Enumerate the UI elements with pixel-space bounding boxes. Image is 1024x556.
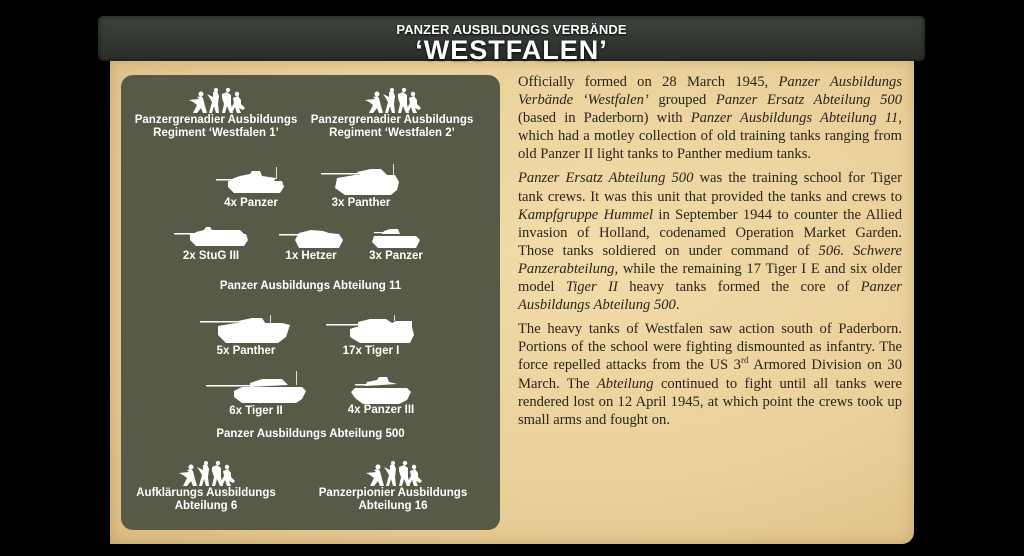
panzer-iii-icon bbox=[326, 376, 436, 404]
infantry-squad-icon bbox=[307, 461, 479, 487]
unit-label: 6x Tiger II bbox=[229, 405, 283, 417]
stug-iii-icon bbox=[161, 224, 261, 250]
unit-5x-panther bbox=[191, 315, 301, 358]
unit-label: Regiment ‘Westfalen 2’ bbox=[329, 127, 455, 139]
unit-panzerpionier-16 bbox=[307, 461, 479, 513]
unit-label: 1x Hetzer bbox=[285, 250, 337, 262]
unit-label: Panzergrenadier Ausbildungs bbox=[310, 114, 474, 126]
unit-westfalen-2 bbox=[307, 88, 477, 140]
panzer-ii-icon bbox=[353, 228, 439, 250]
banner-subtitle: PANZER AUSBILDUNGS VERBÄNDE bbox=[396, 22, 627, 37]
unit-6x-tiger-ii bbox=[201, 371, 311, 418]
tiger-ii-icon bbox=[201, 371, 311, 405]
unit-17x-tiger-i bbox=[311, 315, 431, 358]
infantry-squad-icon bbox=[307, 88, 477, 114]
tiger-i-icon bbox=[311, 315, 431, 345]
unit-1x-hetzer bbox=[261, 228, 361, 263]
group-title-abteilung-500: Panzer Ausbildungs Abteilung 500 bbox=[216, 428, 405, 440]
infantry-squad-icon bbox=[131, 88, 301, 114]
unit-label: Abteilung 6 bbox=[174, 500, 238, 512]
hetzer-icon bbox=[261, 228, 361, 250]
unit-westfalen-1 bbox=[131, 88, 301, 140]
unit-label: Aufklärungs Ausbildungs bbox=[136, 487, 276, 499]
unit-3x-panther bbox=[311, 164, 411, 210]
title-banner bbox=[98, 16, 925, 65]
panther-icon bbox=[311, 164, 411, 197]
unit-aufklaerungs-6 bbox=[121, 461, 291, 513]
unit-2x-stug-iii bbox=[161, 224, 261, 263]
unit-label: 17x Tiger I bbox=[342, 345, 400, 357]
paragraph-formation: Officially formed on 28 March 1945, Panzer Ausbildungs Verbände ‘Westfalen’ grouped Panzer Ersatz Abteilung 500 (based in Paderborn) with Panzer Ausbildungs Abteilung 11, which had a motley collection of old training tanks ranging from old Panzer II light tanks to Panther medium tanks. bbox=[518, 74, 902, 163]
infantry-squad-icon bbox=[121, 461, 291, 487]
unit-label: Regiment ‘Westfalen 1’ bbox=[153, 127, 279, 139]
unit-label: 2x StuG III bbox=[182, 250, 240, 262]
unit-label: 3x Panzer bbox=[369, 250, 423, 262]
unit-label: Panzerpionier Ausbildungs bbox=[318, 487, 468, 499]
unit-4x-panzer-iii bbox=[326, 376, 436, 417]
unit-label: 4x Panzer bbox=[224, 197, 278, 209]
panther-icon bbox=[191, 315, 301, 345]
unit-label: Abteilung 16 bbox=[358, 500, 428, 512]
paragraph-final-action: The heavy tanks of Westfalen saw action south of Paderborn. Portions of the school were fighting dismounted as infantry. The force repelled attacks from the US 3rd Armored Division on 30 March. The Abteilung continued to fight until all tanks were rendered lost on 12 April 1945, at which point the crews took up small arms and fought on. bbox=[518, 321, 902, 428]
unit-label: 3x Panther bbox=[331, 197, 391, 209]
panzer-iv-icon bbox=[201, 167, 301, 197]
banner-title: ‘WESTFALEN’ bbox=[415, 35, 608, 65]
unit-label: 5x Panther bbox=[216, 345, 276, 357]
paragraph-abteilung-500: Panzer Ersatz Abteilung 500 was the training school for Tiger tank crews. It was this unit that provided the tanks and crews to Kampfgruppe Hummel in September 1944 to counter the Allied invasion of Holland, codenamed Operation Market Garden. Those tanks soldiered on under command of 506. Schwere Panzerabteilung, while the remaining 17 Tiger I E and six older model Tiger II heavy tanks formed the core of Panzer Ausbildungs Abteilung 500. bbox=[518, 170, 902, 314]
unit-4x-panzer bbox=[201, 167, 301, 210]
unit-label: Panzergrenadier Ausbildungs bbox=[134, 114, 298, 126]
group-title-abteilung-11: Panzer Ausbildungs Abteilung 11 bbox=[219, 280, 402, 292]
history-text bbox=[518, 73, 902, 435]
unit-label: 4x Panzer III bbox=[347, 404, 415, 416]
org-chart-panel bbox=[121, 75, 500, 530]
unit-3x-panzer-ii bbox=[353, 228, 439, 263]
